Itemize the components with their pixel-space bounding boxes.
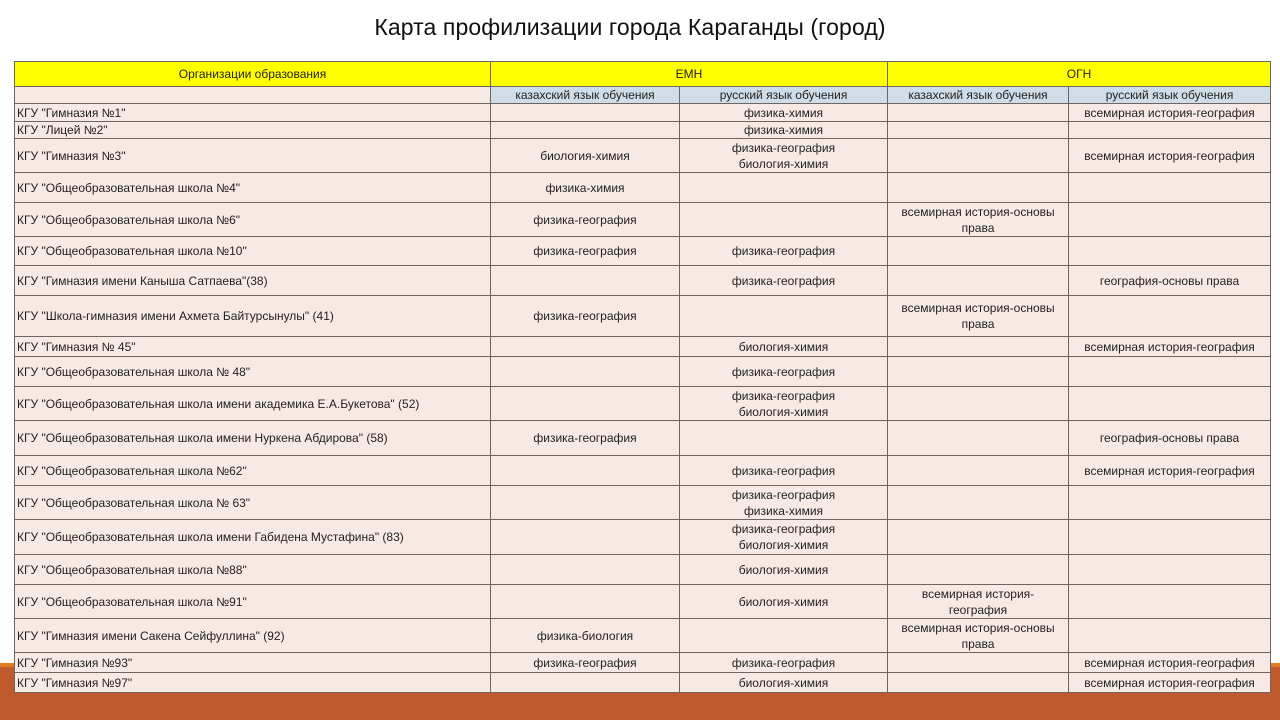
profile-text: биология-химия	[738, 675, 829, 690]
table-row	[15, 237, 1271, 266]
table-row	[15, 619, 1271, 653]
profile-text: биология-химия	[540, 148, 630, 163]
profile-text: география-основы права	[1099, 273, 1240, 288]
cell-emn-russian	[680, 421, 888, 456]
organization-name: КГУ "Общеобразовательная школа №88"	[15, 555, 491, 585]
profile-text: права	[961, 636, 995, 651]
cell-emn-kazakh	[491, 387, 680, 421]
organization-name: КГУ "Общеобразовательная школа №91"	[15, 585, 491, 619]
profile-text: всемирная история-основы	[901, 301, 1055, 315]
cell-emn-russian	[680, 387, 888, 421]
cell-ogn-russian	[1069, 486, 1271, 520]
cell-ogn-kazakh	[888, 122, 1069, 139]
profile-text: физика-география	[731, 273, 836, 288]
organization-name: КГУ "Гимназия №3"	[15, 139, 491, 173]
profile-text: физика-география	[533, 309, 637, 323]
cell-emn-kazakh	[491, 203, 680, 237]
cell-ogn-russian	[1069, 456, 1271, 486]
header-ogn-kazakh: казахский язык обучения	[888, 87, 1069, 104]
organization-name: КГУ "Гимназия №1"	[15, 104, 491, 122]
profile-text: права	[961, 317, 995, 331]
profile-text: физика-география	[731, 655, 836, 670]
cell-ogn-russian	[1069, 266, 1271, 296]
cell-emn-russian	[680, 357, 888, 387]
table-row	[15, 486, 1271, 520]
cell-emn-kazakh	[491, 585, 680, 619]
profile-text: всемирная история-география	[1084, 148, 1255, 163]
organization-name: КГУ "Гимназия №93"	[15, 653, 491, 673]
cell-ogn-russian	[1069, 520, 1271, 555]
organization-name: КГУ "Гимназия №97"	[15, 673, 491, 693]
cell-ogn-russian	[1069, 104, 1271, 122]
organization-name: КГУ "Общеобразовательная школа №10"	[15, 237, 491, 266]
profile-text: всемирная история-основы	[901, 204, 1055, 219]
cell-emn-russian	[680, 673, 888, 693]
table-row	[15, 122, 1271, 139]
cell-emn-kazakh	[491, 122, 680, 139]
cell-emn-russian	[680, 520, 888, 555]
cell-emn-kazakh	[491, 421, 680, 456]
profile-text: физика-химия	[743, 503, 824, 518]
organization-name: КГУ "Гимназия имени Сакена Сейфуллина" (92)	[15, 619, 491, 653]
profile-text: физика-география	[731, 388, 836, 403]
profile-text: физика-география	[731, 364, 836, 379]
cell-ogn-kazakh	[888, 337, 1069, 357]
header-row-languages	[15, 87, 1271, 104]
cell-emn-kazakh	[491, 357, 680, 387]
profile-text: биология-химия	[738, 538, 829, 552]
profile-text: всемирная история-география	[1084, 675, 1255, 690]
header-emn-kazakh: казахский язык обучения	[491, 87, 680, 104]
profile-text: всемирная история-география	[1084, 463, 1255, 478]
cell-ogn-russian	[1069, 673, 1271, 693]
cell-emn-kazakh	[491, 653, 680, 673]
cell-ogn-kazakh	[888, 104, 1069, 122]
organization-name: КГУ "Общеобразовательная школа № 63"	[15, 486, 491, 520]
header-group-emn: ЕМН	[491, 62, 888, 87]
cell-ogn-kazakh	[888, 203, 1069, 237]
profile-text: физика-биология	[536, 628, 634, 643]
cell-emn-russian	[680, 173, 888, 203]
cell-emn-russian	[680, 203, 888, 237]
cell-ogn-kazakh	[888, 387, 1069, 421]
profile-text: физика-география	[533, 431, 637, 445]
cell-ogn-russian	[1069, 357, 1271, 387]
cell-emn-russian	[680, 619, 888, 653]
cell-emn-kazakh	[491, 104, 680, 122]
cell-emn-kazakh	[491, 456, 680, 486]
cell-emn-kazakh	[491, 673, 680, 693]
cell-emn-kazakh	[491, 520, 680, 555]
cell-ogn-russian	[1069, 619, 1271, 653]
profile-text: всемирная история-основы	[901, 620, 1055, 635]
cell-emn-russian	[680, 122, 888, 139]
cell-ogn-russian	[1069, 237, 1271, 266]
organization-name: КГУ "Общеобразовательная школа №6"	[15, 203, 491, 237]
profile-text: биология-химия	[738, 594, 829, 609]
cell-ogn-russian	[1069, 555, 1271, 585]
profile-text: физика-химия	[743, 105, 824, 120]
profile-text: физика-химия	[743, 123, 824, 137]
profile-text: география-основы права	[1099, 431, 1240, 445]
cell-ogn-russian	[1069, 585, 1271, 619]
table-row	[15, 520, 1271, 555]
cell-emn-kazakh	[491, 555, 680, 585]
table-row	[15, 585, 1271, 619]
cell-emn-kazakh	[491, 173, 680, 203]
organization-name: КГУ "Общеобразовательная школа имени академика Е.А.Букетова" (52)	[15, 387, 491, 421]
profile-text: биология-химия	[738, 339, 829, 354]
table-row	[15, 555, 1271, 585]
cell-emn-kazakh	[491, 619, 680, 653]
header-group-ogn: ОГН	[888, 62, 1271, 87]
cell-ogn-kazakh	[888, 421, 1069, 456]
cell-emn-russian	[680, 139, 888, 173]
organization-name: КГУ "Гимназия № 45"	[15, 337, 491, 357]
cell-emn-russian	[680, 237, 888, 266]
header-ogn-russian: русский язык обучения	[1069, 87, 1271, 104]
table-row	[15, 337, 1271, 357]
cell-emn-russian	[680, 653, 888, 673]
cell-emn-kazakh	[491, 337, 680, 357]
table-row	[15, 357, 1271, 387]
cell-ogn-russian	[1069, 203, 1271, 237]
header-emn-russian: русский язык обучения	[680, 87, 888, 104]
organization-name: КГУ "Лицей №2"	[15, 122, 491, 139]
table-row	[15, 104, 1271, 122]
cell-emn-kazakh	[491, 296, 680, 337]
cell-ogn-kazakh	[888, 296, 1069, 337]
table-row	[15, 653, 1271, 673]
cell-emn-russian	[680, 555, 888, 585]
profile-text: география	[948, 602, 1008, 617]
header-organizations: Организации образования	[15, 62, 491, 87]
cell-emn-kazakh	[491, 237, 680, 266]
profile-text: физика-география	[533, 244, 637, 258]
organization-name: КГУ "Общеобразовательная школа имени Нуркена Абдирова" (58)	[15, 421, 491, 456]
profile-text: всемирная история-география	[1084, 105, 1255, 120]
organization-name: КГУ "Школа-гимназия имени Ахмета Байтурсынулы" (41)	[15, 296, 491, 337]
cell-emn-russian	[680, 486, 888, 520]
profile-text: физика-география	[731, 522, 836, 536]
profile-text: всемирная история-география	[1084, 655, 1255, 670]
header-row-groups	[15, 62, 1271, 87]
table-row	[15, 673, 1271, 693]
profile-text: физика-химия	[545, 180, 625, 195]
profile-text: биология-химия	[738, 404, 829, 419]
cell-ogn-russian	[1069, 337, 1271, 357]
cell-ogn-kazakh	[888, 555, 1069, 585]
page-title: Карта профилизации города Караганды (город)	[374, 14, 886, 40]
table-row	[15, 387, 1271, 421]
organization-name: КГУ "Общеобразовательная школа № 48"	[15, 357, 491, 387]
profile-text: права	[961, 220, 995, 235]
cell-emn-russian	[680, 456, 888, 486]
cell-emn-russian	[680, 266, 888, 296]
cell-ogn-kazakh	[888, 139, 1069, 173]
cell-ogn-kazakh	[888, 357, 1069, 387]
cell-ogn-kazakh	[888, 520, 1069, 555]
cell-ogn-russian	[1069, 139, 1271, 173]
cell-ogn-kazakh	[888, 653, 1069, 673]
cell-ogn-russian	[1069, 296, 1271, 337]
profile-text: физика-география	[533, 655, 637, 670]
table-row	[15, 296, 1271, 337]
cell-ogn-kazakh	[888, 173, 1069, 203]
profiling-table	[14, 61, 1271, 693]
profile-text: всемирная история-	[921, 586, 1035, 601]
table-row	[15, 266, 1271, 296]
cell-emn-russian	[680, 585, 888, 619]
organization-name: КГУ "Общеобразовательная школа №4"	[15, 173, 491, 203]
cell-ogn-kazakh	[888, 266, 1069, 296]
cell-ogn-russian	[1069, 421, 1271, 456]
profile-text: биология-химия	[738, 562, 829, 577]
cell-emn-kazakh	[491, 486, 680, 520]
organization-name: КГУ "Общеобразовательная школа №62"	[15, 456, 491, 486]
organization-name: КГУ "Общеобразовательная школа имени Габидена Мустафина" (83)	[15, 520, 491, 555]
header-empty-cell	[15, 87, 491, 104]
profile-text: физика-география	[731, 463, 836, 478]
cell-ogn-kazakh	[888, 585, 1069, 619]
cell-ogn-russian	[1069, 387, 1271, 421]
cell-ogn-kazakh	[888, 619, 1069, 653]
cell-emn-russian	[680, 104, 888, 122]
profile-text: физика-география	[731, 487, 836, 502]
table-row	[15, 421, 1271, 456]
profile-text: всемирная история-география	[1084, 339, 1255, 354]
table-row	[15, 139, 1271, 173]
profile-text: физика-география	[533, 212, 637, 227]
cell-ogn-kazakh	[888, 486, 1069, 520]
cell-emn-russian	[680, 337, 888, 357]
cell-emn-kazakh	[491, 139, 680, 173]
cell-emn-russian	[680, 296, 888, 337]
table-row	[15, 173, 1271, 203]
table-row	[15, 203, 1271, 237]
profile-text: биология-химия	[738, 156, 829, 171]
cell-ogn-kazakh	[888, 456, 1069, 486]
cell-emn-kazakh	[491, 266, 680, 296]
organization-name: КГУ "Гимназия имени Каныша Сатпаева"(38)	[15, 266, 491, 296]
cell-ogn-kazakh	[888, 237, 1069, 266]
profile-text: физика-география	[731, 244, 836, 258]
cell-ogn-russian	[1069, 122, 1271, 139]
table-row	[15, 456, 1271, 486]
cell-ogn-russian	[1069, 653, 1271, 673]
profile-text: физика-география	[731, 140, 836, 155]
cell-ogn-kazakh	[888, 673, 1069, 693]
cell-ogn-russian	[1069, 173, 1271, 203]
